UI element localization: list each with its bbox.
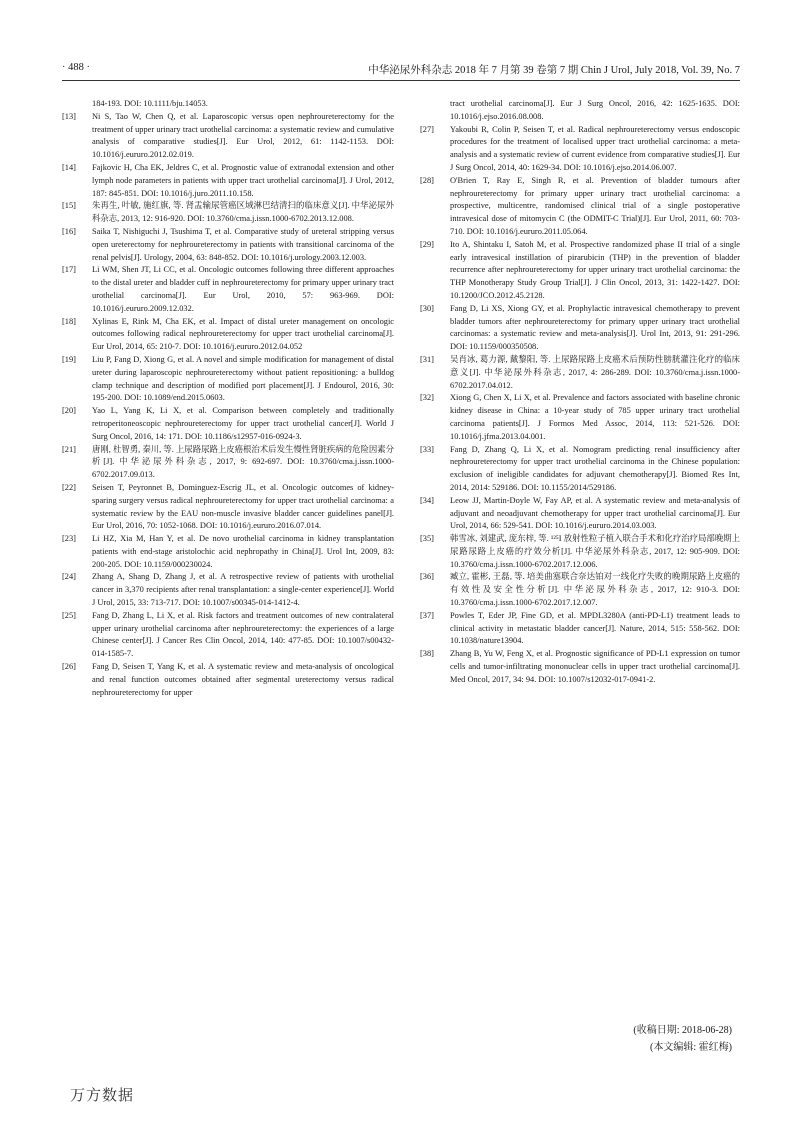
reference-item [62,661,394,699]
reference-text: Powles T, Eder JP, Fine GD, et al. MPDL3280A (anti-PD-L1) treatment leads to clinical activity in metastatic bladder cancer[J]. Nature, 2014, 515: 558-562. DOI: 10.1038/nature13904. [450,610,740,646]
reference-item [62,444,394,482]
reference-text: Ito A, Shintaku I, Satoh M, et al. Prospective randomized phase II trial of a single early intravesical instillation of pirarubicin (THP) in the prevention of bladder recurrence after nephroureterectomy for upper urinary tract urothelial carcinoma: the THP Monotherapy Study Group Trial[J]. J Clin Oncol, 2013, 31: 1422-1427. DOI: 10.1200/JCO.2012.45.2128. [450,239,740,300]
reference-item [62,111,394,162]
reference-item [62,571,394,609]
reference-text: O'Brien T, Ray E, Singh R, et al. Prevention of bladder tumours after nephroureterectomy for primary upper urinary tract urothelial carcinoma: a prospective, multicentre, randomised clinical trial of a single postoperative intravesical dose of mitomycin C (the ODMIT-C Trial)[J]. Eur Urol, 2011, 60: 703-710. DOI: 10.1016/j.eururo.2011.05.064. [450,175,740,236]
reference-text: Fajkovic H, Cha EK, Jeldres C, et al. Prognostic value of extranodal extension and other lymph node parameters in patients with upper tract urothelial carcinoma[J]. J Urol, 2012, 187: 845-851. DOI: 10.1016/j.juro.2011.10.158. [92,162,394,198]
reference-text: Li HZ, Xia M, Han Y, et al. De novo urothelial carcinoma in kidney transplantation patients with end-stage aristolochic acid nephropathy in China[J]. Urol Int, 2009, 83: 200-205. DOI: 10.1159/000230024. [92,534,394,569]
journal-citation-line: 中华泌尿外科杂志 2018 年 7 月第 39 卷第 7 期 Chin J Urol, July 2018, Vol. 39, No. 7 [368,65,740,76]
reference-number: [23] [62,534,76,544]
reference-number: [33] [420,444,434,454]
page-number: · 488 · [62,62,90,73]
reference-number: [19] [62,354,76,364]
reference-number: [27] [420,124,434,134]
reference-text: Zhang B, Yu W, Feng X, et al. Prognostic significance of PD-L1 expression on tumor cells and tumor-infiltrating mononuclear cells in upper tract urothelial carcinoma[J]. Med Oncol, 2017, 34: 94. DOI: 10.1007/s12032-017-0941-2. [450,649,740,684]
reference-text: Zhang A, Shang D, Zhang J, et al. A retrospective review of patients with urothelial cancer in 3,370 recipients after renal transplantation: a single-center experience[J]. World J Urol, 2015, 33: 713-717. DOI: 10.1007/s00345-014-1412-4. [92,572,394,608]
reference-number: [14] [62,162,76,172]
reference-number: [34] [420,495,434,505]
reference-item [62,405,394,443]
reference-text: Seisen T, Peyronnet B, Dominguez-Escrig JL, et al. Oncologic outcomes of kidney-sparing surgery versus radical nephroureterectomy for upper tract urothelial carcinoma: a systematic review by the EAU non-muscle invasive bladder cancer guidelines panel[J]. Eur Urol, 2016, 70: 1052-1068. DOI: 10.1016/j.eururo.2016.07.014. [92,482,394,531]
reference-number: [28] [420,175,434,185]
reference-number: [13] [62,111,76,121]
reference-item [420,648,740,686]
reference-number: [22] [62,482,76,492]
reference-text: Leow JJ, Martin-Doyle W, Fay AP, et al. A systematic review and meta-analysis of adjuvant and neoadjuvant chemotherapy for upper tract urothelial carcinoma[J]. Eur Urol, 2014, 66: 529-541. DOI: 10.1016/j.eururo.2014.03.003. [450,495,740,531]
reference-item [420,392,740,443]
reference-item [420,175,740,239]
reference-number: [31] [420,354,434,364]
reference-text: Yao L, Yang K, Li X, et al. Comparison between completely and traditionally retroperitoneoscopic nephroureterectomy for upper tract urothelial cancer[J]. World J Surg Oncol, 2016, 14: 171. DOI: 10.1186/s12957-016-0924-3. [92,406,394,441]
received-date: (收稿日期: 2018-06-28) [633,1025,732,1036]
reference-item [62,162,394,200]
right-column [420,98,740,687]
reference-number: [32] [420,393,434,403]
reference-item [420,571,740,609]
reference-item [62,226,394,264]
watermark-text: 万方数据 [70,1086,135,1104]
header-divider [62,80,740,81]
reference-number: [25] [62,610,76,620]
reference-text: Fang D, Seisen T, Yang K, et al. A systematic review and meta-analysis of oncological and renal function outcomes obtained after segmental ureterectomy versus radical nephroureterectomy for upper [92,662,394,697]
reference-number: [18] [62,316,76,326]
reference-item [62,316,394,354]
reference-number: [29] [420,239,434,249]
reference-text: Li WM, Shen JT, Li CC, et al. Oncologic outcomes following three different approaches to the distal ureter and bladder cuff in nephroureterectomy for primary upper urinary tract urothelial carcinoma[J]. Eur Urol, 2010, 57: 963-969. DOI: 10.1016/j.eururo.2009.12.032. [92,265,394,313]
reference-text: Saika T, Nishiguchi J, Tsushima T, et al. Comparative study of ureteral stripping versus open ureterectomy for nephroureterectomy in patients with transitional carcinoma of the renal pelvis[J]. Urology, 2004, 63: 848-852. DOI: 10.1016/j.urology.2003.12.003. [92,226,394,262]
reference-text: 朱再生, 叶敏, 施红旗, 等. 肾盂输尿管癌区域淋巴结清扫的临床意义[J]. 中华泌尿外科杂志, 2013, 12: 916-920. DOI: 10.3760/cma.j.issn.1000-6702.2013.12.008. [92,201,394,224]
reference-item [420,495,740,533]
reference-text: 韩雪冰, 刘建武, 庞东梓, 等. ¹²⁵I 放射性粒子植入联合手术和化疗治疗局部晚期上尿路尿路上皮癌的疗效分析[J]. 中华泌尿外科杂志, 2017, 12: 905-909. DOI: 10.3760/cma.j.issn.1000-6702.2017.12.006. [450,534,740,569]
reference-number: [24] [62,572,76,582]
reference-text: Fang D, Zhang L, Li X, et al. Risk factors and treatment outcomes of new contralateral upper urinary urothelial carcinoma after nephroureterectomy: the experiences of a large Chinese center[J]. J Cancer Res Clin Oncol, 2014, 140: 477-85. DOI: 10.1007/s00432-014-1585-7. [92,610,394,659]
reference-text: Yakoubi R, Colin P, Seisen T, et al. Radical nephroureterectomy versus endoscopic procedures for the treatment of localised upper tract urothelial carcinoma: a meta-analysis and a systematic review of current evidence from comparative studies[J]. Eur J Surg Oncol, 2014, 40: 1629-34. DOI: 10.1016/j.ejso.2014.06.007. [450,124,740,172]
reference-text: Xiong G, Chen X, Li X, et al. Prevalence and factors associated with baseline chronic kidney disease in China: a 10-year study of 785 upper urinary tract urothelial carcinoma patients[J]. J Formos Med Assoc, 2014, 113: 521-526. DOI: 10.1016/j.jfma.2013.04.001. [450,393,740,441]
reference-number: [37] [420,610,434,620]
reference-item [62,264,394,315]
reference-item [62,533,394,571]
reference-text: Liu P, Fang D, Xiong G, et al. A novel and simple modification for management of distal ureter during laparoscopic nephroureterectomy without patient repositioning: a bulldog clamp technique and description of modified port placement[J]. J Endourol, 2016, 30: 195-200. DOI: 10.1089/end.2015.0603. [92,354,394,403]
reference-item [62,354,394,405]
left-column [62,98,394,699]
article-footer-notes [420,1022,740,1056]
reference-number: [15] [62,201,76,211]
running-header [62,60,740,78]
editor-credit: (本文编辑: 霍红梅) [650,1042,732,1053]
reference-number: [20] [62,406,76,416]
reference-number: [30] [420,303,434,313]
reference-text: Xylinas E, Rink M, Cha EK, et al. Impact of distal ureter management on oncologic outcomes following radical nephroureterectomy for upper tract urothelial carcinoma[J]. Eur Urol, 2014, 65: 210-7. DOI: 10.1016/j.eururo.2012.04.052 [92,316,394,352]
reference-item [62,200,394,226]
reference-continuation: tract urothelial carcinoma[J]. Eur J Surg Oncol, 2016, 42: 1625-1635. DOI: 10.1016/j.ejso.2016.08.008. [450,99,740,121]
reference-item [420,239,740,303]
reference-item [62,482,394,533]
reference-item [62,610,394,661]
reference-number: [35] [420,534,434,544]
reference-number: [21] [62,444,76,454]
reference-item [420,354,740,392]
reference-number: [38] [420,649,434,659]
reference-text: Fang D, Li XS, Xiong GY, et al. Prophylactic intravesical chemotherapy to prevent bladder tumors after nephroureterectomy for primary upper urinary tract urothelial carcinomas: a systematic review and meta-analysis[J]. Urol Int, 2013, 91: 291-296. DOI: 10.1159/000350508. [450,303,740,352]
reference-item [420,124,740,175]
reference-text: Fang D, Zhang Q, Li X, et al. Nomogram predicting renal insufficiency after nephroureterectomy for upper tract urothelial carcinoma in the Chinese population: exclusion of ineligible candidates for adjuvant chemotherapy[J]. Biomed Res Int, 2014, 2014: 529186. DOI: 10.1155/2014/529186. [450,444,740,492]
reference-item [420,533,740,571]
reference-item [420,303,740,354]
reference-number: [16] [62,226,76,236]
reference-text: 臧立, 霍彬, 王磊, 等. 培美曲塞联合奈达铂对一线化疗失败的晚期尿路上皮癌的有效性及安全性分析[J]. 中华泌尿外科杂志, 2017, 12: 910-3. DOI: 10.3760/cma.j.issn.1000-6702.2017.12.007. [450,572,740,608]
reference-text: Ni S, Tao W, Chen Q, et al. Laparoscopic versus open nephroureterectomy for the treatment of upper urinary tract urothelial carcinoma: a systematic review and cumulative analysis of comparative studies[J]. Eur Urol, 2012, 61: 1142-1153. DOI: 10.1016/j.eururo.2012.02.019. [92,111,394,160]
reference-number: [17] [62,265,76,275]
reference-text: 吴肖冰, 葛力源, 戴黎阳, 等. 上尿路尿路上皮癌术后预防性膀胱灌注化疗的临床意义[J]. 中华泌尿外科杂志, 2017, 4: 286-289. DOI: 10.3760/cma.j.issn.1000-6702.2017.04.012. [450,354,740,390]
reference-number: [26] [62,662,76,672]
reference-item [420,444,740,495]
reference-text: 唐刚, 杜智勇, 秦川, 等. 上尿路尿路上皮癌根治术后发生慢性肾脏疾病的危险因素分析[J]. 中华泌尿外科杂志, 2017, 9: 692-697. DOI: 10.3760/cma.j.issn.1000-6702.2017.09.013. [92,444,394,480]
reference-item [420,610,740,648]
reference-continuation: 184-193. DOI: 10.1111/bju.14053. [92,99,208,108]
reference-number: [36] [420,572,434,582]
